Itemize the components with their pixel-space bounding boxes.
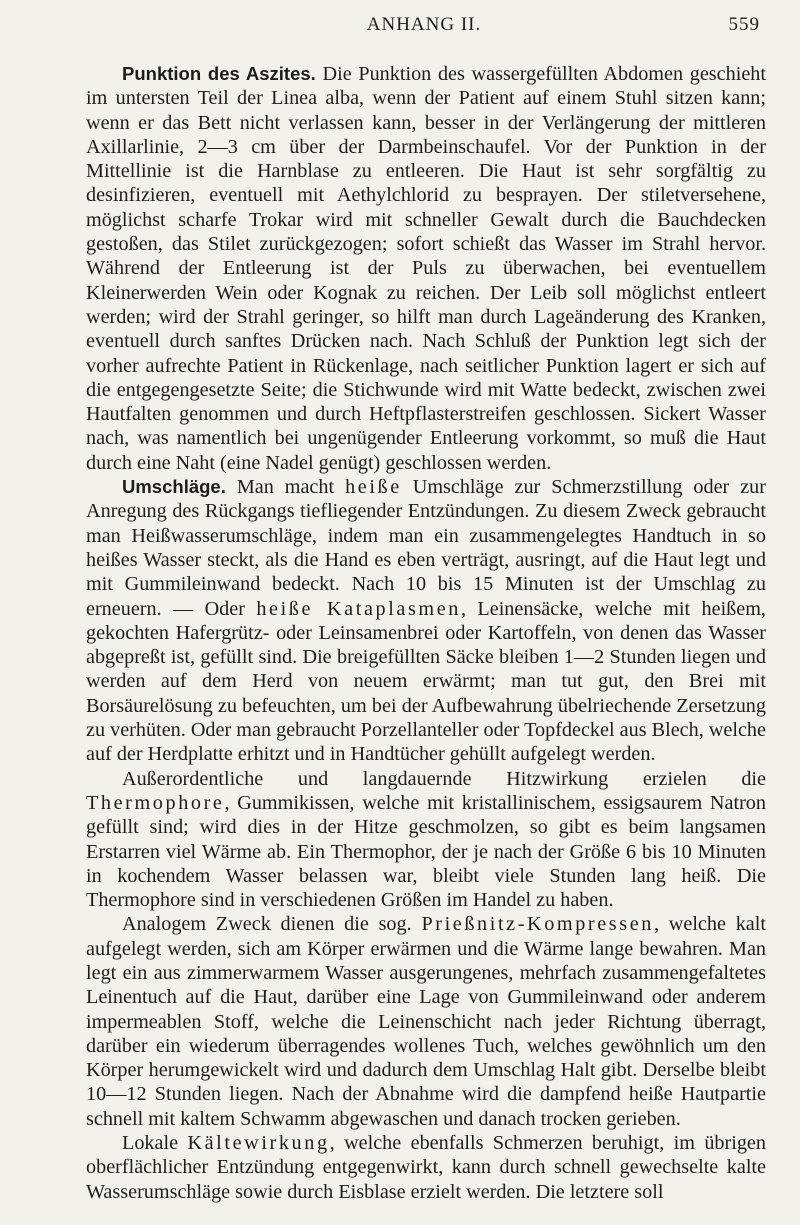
paragraph-umschlaege [86,475,766,767]
paragraph-thermophore [86,767,766,913]
body-text [86,62,766,1204]
section-heading-aszites: Punktion des Aszites. [122,63,316,84]
paragraph-text: Umschläge zur Schmerzstillung oder zur Anregung des Rückgangs tiefliegender Entzündungen. Zu diesem Zweck gebraucht man Heißwasserumschläge, indem man ein zusammengelegtes Handtuch in so heißes Wasser steckt, als die Hand es eben verträgt, ausringt, auf die Haut legt und mit Gummileinwand bedeckt. Nach 10 bis 15 Minuten ist der Umschlag zu erneuern. — Oder [86,476,766,620]
emphasized-term: heiße [345,476,402,499]
running-title: ANHANG II. [366,14,482,35]
paragraph-text: , welche kalt aufgelegt werden, sich am Körper erwärmen und die Wärme lange bewahren. Man legt ein aus zimmerwarmem Wasser ausgerungenes, mehrfach zusammengefaltetes Leinentuch auf die Haut, darüber eine Lage von Gummileinwand oder anderem impermeablen Stoff, welche die Leinenschicht nach jeder Richtung überragt, darüber ein wiederum überragendes wollenes Tuch, welches gewöhnlich um den Körper herumgewickelt wird und dadurch dem Umschlag Halt gibt. Derselbe bleibt 10—12 Stunden liegen. Nach der Abnahme wird die dampfend heiße Hautpartie schnell mit kaltem Schwamm abgewaschen und danach trocken gerieben. [86,913,766,1130]
running-head [88,14,760,44]
paragraph-text: Man macht [225,476,346,499]
page-number: 559 [728,14,760,35]
paragraph-text: Lokale [122,1132,188,1155]
paragraph-text: Die Punktion des wassergefüllten Abdomen geschieht im untersten Teil der Linea alba, wenn der Patient auf einem Stuhl sitzen kann; wenn er das Bett nicht verlassen kann, besser in der Verlängerung der mittleren Axillarlinie, 2—3 cm über der Darmbeinschaufel. Vor der Punktion in der Mittellinie ist die Harnblase zu entleeren. Die Haut ist sehr sorgfältig zu desinfizieren, eventuell mit Aethylchlorid zu besprayen. Der stiletversehene, möglichst scharfe Trokar wird mit schneller Gewalt durch die Bauchdecken gestoßen, das Stilet zurückgezogen; sofort schießt das Wasser im Strahl hervor. Während der Entleerung ist der Puls zu überwachen, bei eventuellem Kleinerwerden Wein oder Kognak zu reichen. Der Leib soll möglichst entleert werden; wird der Strahl geringer, so hilft man durch Lageänderung des Kranken, eventuell durch sanftes Drücken nach. Nach Schluß der Punktion legt sich der vorher aufrechte Patient in Rückenlage, nach seitlicher Punktion lagert er sich auf die entgegengesetzte Seite; die Stichwunde wird mit Watte bedeckt, zwischen zwei Hautfalten genommen und durch Heftpflasterstreifen geschlossen. Sickert Wasser nach, was namentlich bei ungenügender Entleerung vorkommt, so muß die Haut durch eine Naht (eine Nadel genügt) geschlossen werden. [86,63,766,474]
paragraph-kaeltewirkung [86,1131,766,1204]
paragraph-text: Analogem Zweck dienen die sog. [122,913,422,936]
emphasized-term: heiße Kataplasmen [256,597,461,620]
paragraph-text: , Leinensäcke, welche mit heißem, gekochten Hafergrütz- oder Leinsamenbrei oder Kartoffeln, von denen das Wasser abgepreßt ist, gefüllt sind. Die breigefüllten Säcke bleiben 1—2 Stunden liegen und werden auf dem Herd von neuem erwärmt; man tut gut, den Brei mit Borsäurelösung zu befeuchten, um bei der Aufbewahrung übelriechende Zersetzung zu verhüten. Oder man gebraucht Porzellanteller oder Topfdeckel aus Blech, welche auf der Herdplatte erhitzt und in Handtücher gehüllt aufgelegt werden. [86,597,766,766]
section-heading-umschlaege: Umschläge. [122,476,226,498]
paragraph-text: Außerordentliche und langdauernde Hitzwirkung erzielen die [122,767,766,790]
emphasized-term: Thermophore [86,791,225,814]
paragraph-aszites [86,62,766,475]
paragraph-priessnitz [86,912,766,1131]
emphasized-term: Kältewirkung [187,1132,330,1155]
paragraph-text: , welche ebenfalls Schmerzen beruhigt, im übrigen oberflächlicher Entzündung entgegenwirkt, kann durch schnell gewechselte kalte Wasserumschläge sowie durch Eisblase erzielt werden. Die letztere soll [86,1132,766,1203]
emphasized-term: Prießnitz-Kompressen [421,913,654,936]
paragraph-text: , Gummikissen, welche mit kristallinischem, essigsaurem Natron gefüllt sind; wird dies in der Hitze geschmolzen, so gibt es beim langsamen Erstarren viel Wärme ab. Ein Thermophor, der je nach der Größe 6 bis 10 Minuten in kochendem Wasser belassen war, bleibt viele Stunden lang heiß. Die Thermophore sind in verschiedenen Größen im Handel zu haben. [86,791,766,912]
